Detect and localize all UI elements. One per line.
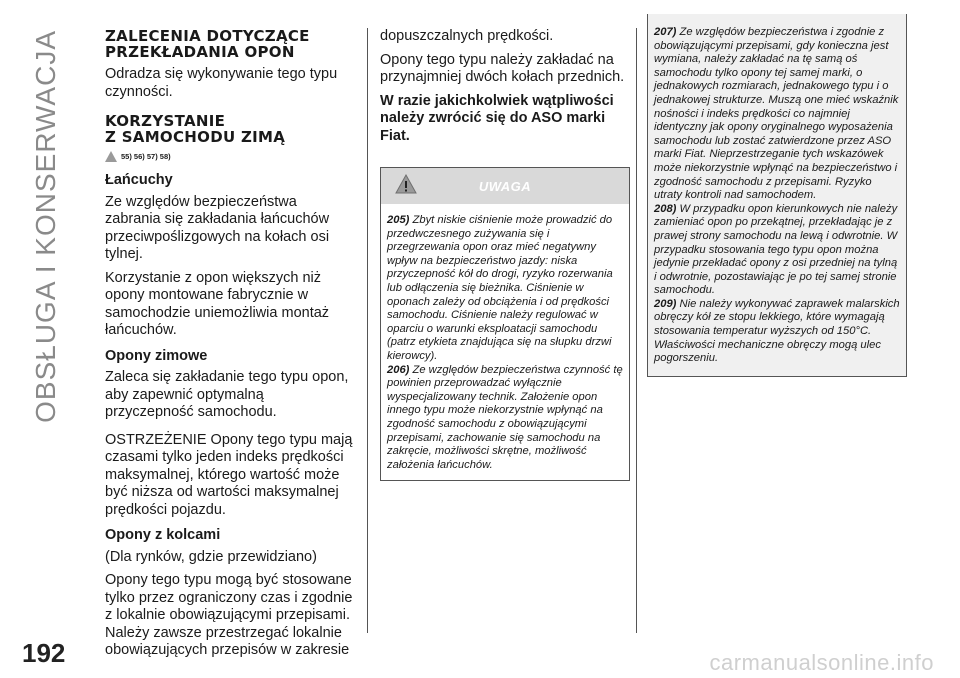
section-title-tire-rotation: ZALECENIA DOTYCZĄCE PRZEKŁADANIA OPON: [105, 27, 310, 61]
note-209: [654, 298, 900, 366]
page-number: 192: [22, 638, 66, 668]
note-number: 206): [387, 363, 410, 376]
section-side-label: [18, 30, 74, 590]
paragraph: Korzystanie z opon większych niż opony montowane fabrycznie w samochodzie uniemożliwia montaż łańcuchów.: [105, 269, 330, 338]
warning-triangle-icon: [395, 174, 417, 194]
section-side-label-text: OBSŁUGA I KONSERWACJA: [30, 30, 61, 423]
note-208: [654, 203, 900, 298]
note-number: 208): [654, 202, 677, 215]
note-text: Zbyt niskie ciśnienie może prowadzić do przedwczesnego zużywania się i przegrzewania opon oraz mieć negatywny wpływ na bezpieczeństwo jazdy: niska przyczepność kół do drogi, ryzyko rozerwania lub odłączenia się bieżnika. Ciśnienie w oponach zależy od obciążenia i od prędkości samochodu. Ciśnienie należy regulować w oparciu o warunki eksploatacji samochodu (patrz etykieta znajdująca się na słupku drzwi kierowcy).: [387, 214, 613, 362]
bold-note: W razie jakichkolwiek wątpliwości należy zwrócić się do ASO marki Fiat.: [380, 92, 614, 144]
column-3: [647, 28, 907, 377]
note-206: [387, 364, 623, 473]
subheading-studded-tires: Opony z kolcami: [105, 527, 221, 543]
warning-title: UWAGA: [478, 178, 532, 194]
paragraph: Opony tego typu mogą być stosowane tylko przez ograniczony czas i zgodnie z lokalnie obowiązującymi przepisami. Należy zawsze przestrzegać lokalnie obowiązujących przepisów w zakresie: [105, 572, 353, 658]
warning-references: 55) 56) 57) 58): [105, 151, 355, 162]
note-207: [654, 26, 900, 203]
paragraph: (Dla rynków, gdzie przewidziano): [105, 548, 317, 565]
warning-box: [380, 167, 630, 481]
note-number: 207): [654, 26, 677, 38]
column-2: [380, 28, 630, 481]
warning-notes-box: [647, 14, 907, 377]
warning-body: [381, 204, 629, 480]
warning-header: [381, 168, 629, 204]
subheading-winter-tires: Opony zimowe: [105, 347, 208, 364]
section-title-winter-use: KORZYSTANIE Z SAMOCHODU ZIMĄ: [105, 112, 286, 146]
column-divider: [636, 28, 637, 633]
paragraph: Zaleca się zakładanie tego typu opon, aby zapewnić optymalną przyczepność samochodu.: [105, 369, 349, 420]
note-text: Nie należy wykonywać zaprawek malarskich obręczy kół ze stopu lekkiego, które wymagają stosowania temperatur wyższych od 150°C. Właściwości mechaniczne obręczy mogą ulec pogorszeniu.: [654, 297, 900, 365]
note-number: 205): [387, 214, 410, 226]
note-text: W przypadku opon kierunkowych nie należy zamieniać opon po przekątnej, przekładając je z prawej strony samochodu na lewą i odwrotnie. W przypadku stosowania tego typu opon można jedynie przekładać opony z osi przedniej na tylną i odwrotnie, pozostawiając je po tej samej stronie samochodu.: [654, 202, 898, 297]
column-1: [105, 28, 355, 666]
warning-triangle-icon: [105, 151, 117, 162]
paragraph: Opony tego typu należy zakładać na przynajmniej dwóch kołach przednich.: [380, 51, 625, 85]
column-divider: [367, 28, 368, 633]
note-number: 209): [654, 297, 677, 310]
note-205: [387, 214, 623, 364]
note-text: Ze względów bezpieczeństwa i zgodnie z obowiązującymi przepisami, gdy konieczna jest wymiana, należy zakładać na tę samą oś samochodu tylko opony tej samej marki, o jednakowych rozmiarach, jednakowego typu i o jednakowej strukturze. Muszą one mieć wskaźnik nośności i indeks prędkości co najmniej identyczny jak opony oryginalnego wyposażenia samochodu lub zostać zatwierdzone przez ASO marki Fiat. Nieprzestrzeganie tych wskazówek może niekorzystnie wpłynąć na bezpieczeństwo i zgodność samochodu z przepisami. Ryzyko utraty kontroli nad samochodem.: [654, 26, 899, 202]
note-text: Ze względów bezpieczeństwa czynność tę powinien przeprowadzać wyłącznie wyspecjalizowany technik. Założenie opon innego typu może niekorzystnie wpłynąć na zgodność samochodu z obowiązującymi przepisami, zachowanie się samochodu na zakręcie, możliwości skrętne, możliwość założenia łańcuchów.: [387, 363, 623, 471]
subheading-chains: Łańcuchy: [105, 172, 173, 188]
paragraph: Odradza się wykonywanie tego typu czynności.: [105, 66, 338, 100]
paragraph: Ze względów bezpieczeństwa zabrania się zakładania łańcuchów przeciwpoślizgowych na kołach osi tylnej.: [105, 193, 330, 262]
watermark: carmanualsonline.info: [709, 650, 934, 675]
paragraph-warning: OSTRZEŻENIE Opony tego typu mają czasami tylko jeden indeks prędkości maksymalnej, którego wartość może być niższa od wartości maksymalnej prędkości pojazdu.: [105, 431, 353, 518]
paragraph: dopuszczalnych prędkości.: [380, 28, 554, 44]
